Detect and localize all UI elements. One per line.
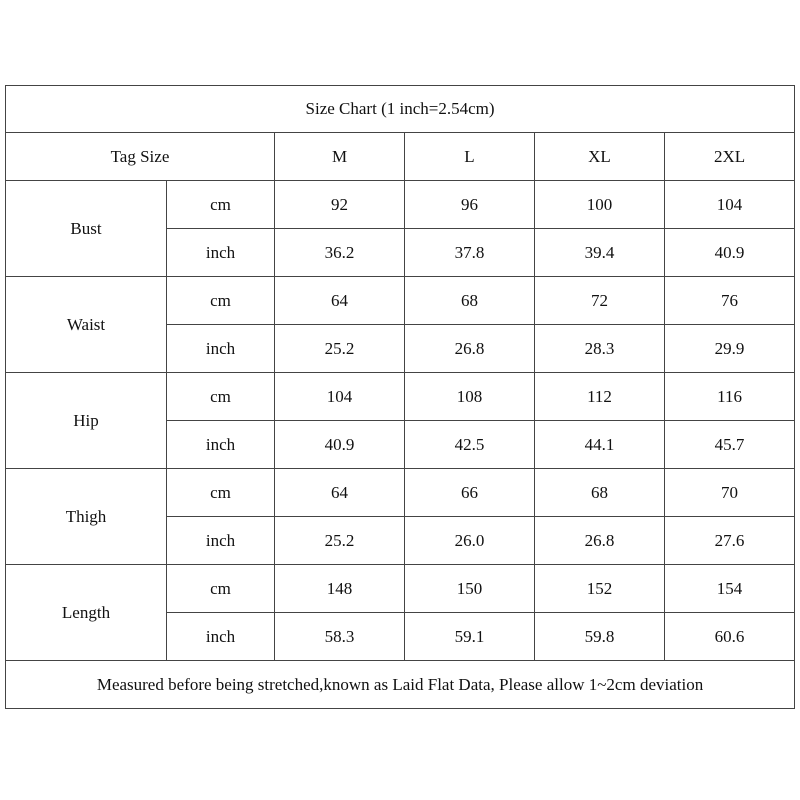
- unit-label: cm: [167, 277, 275, 325]
- value-cell: 152: [535, 565, 665, 613]
- value-cell: 28.3: [535, 325, 665, 373]
- value-cell: 72: [535, 277, 665, 325]
- header-row: [6, 133, 795, 181]
- measurement-label: Bust: [6, 181, 167, 277]
- value-cell: 68: [405, 277, 535, 325]
- value-cell: 40.9: [275, 421, 405, 469]
- unit-label: cm: [167, 469, 275, 517]
- value-cell: 68: [535, 469, 665, 517]
- unit-label: cm: [167, 373, 275, 421]
- value-cell: 148: [275, 565, 405, 613]
- value-cell: 108: [405, 373, 535, 421]
- value-cell: 96: [405, 181, 535, 229]
- value-cell: 100: [535, 181, 665, 229]
- size-header: 2XL: [665, 133, 795, 181]
- measurement-label: Length: [6, 565, 167, 661]
- value-cell: 116: [665, 373, 795, 421]
- unit-label: inch: [167, 517, 275, 565]
- table-row: [6, 181, 795, 229]
- value-cell: 44.1: [535, 421, 665, 469]
- value-cell: 76: [665, 277, 795, 325]
- value-cell: 150: [405, 565, 535, 613]
- unit-label: inch: [167, 421, 275, 469]
- unit-label: cm: [167, 565, 275, 613]
- value-cell: 59.1: [405, 613, 535, 661]
- value-cell: 36.2: [275, 229, 405, 277]
- value-cell: 26.8: [405, 325, 535, 373]
- value-cell: 25.2: [275, 325, 405, 373]
- value-cell: 25.2: [275, 517, 405, 565]
- value-cell: 37.8: [405, 229, 535, 277]
- value-cell: 66: [405, 469, 535, 517]
- value-cell: 26.0: [405, 517, 535, 565]
- value-cell: 154: [665, 565, 795, 613]
- value-cell: 58.3: [275, 613, 405, 661]
- value-cell: 42.5: [405, 421, 535, 469]
- value-cell: 64: [275, 277, 405, 325]
- unit-label: inch: [167, 613, 275, 661]
- size-header: M: [275, 133, 405, 181]
- table-row: [6, 373, 795, 421]
- unit-label: cm: [167, 181, 275, 229]
- footnote-row: [6, 661, 795, 709]
- value-cell: 59.8: [535, 613, 665, 661]
- size-header: XL: [535, 133, 665, 181]
- value-cell: 92: [275, 181, 405, 229]
- unit-label: inch: [167, 229, 275, 277]
- tag-size-header: Tag Size: [6, 133, 275, 181]
- chart-title: Size Chart (1 inch=2.54cm): [6, 86, 795, 133]
- value-cell: 60.6: [665, 613, 795, 661]
- value-cell: 104: [665, 181, 795, 229]
- measurement-label: Waist: [6, 277, 167, 373]
- value-cell: 45.7: [665, 421, 795, 469]
- table-row: [6, 565, 795, 613]
- footnote: Measured before being stretched,known as Laid Flat Data, Please allow 1~2cm deviation: [6, 661, 795, 709]
- value-cell: 104: [275, 373, 405, 421]
- value-cell: 29.9: [665, 325, 795, 373]
- measurement-label: Thigh: [6, 469, 167, 565]
- size-header: L: [405, 133, 535, 181]
- value-cell: 112: [535, 373, 665, 421]
- table-row: [6, 277, 795, 325]
- title-row: [6, 86, 795, 133]
- value-cell: 40.9: [665, 229, 795, 277]
- value-cell: 26.8: [535, 517, 665, 565]
- value-cell: 39.4: [535, 229, 665, 277]
- value-cell: 27.6: [665, 517, 795, 565]
- measurement-label: Hip: [6, 373, 167, 469]
- table-row: [6, 469, 795, 517]
- value-cell: 64: [275, 469, 405, 517]
- unit-label: inch: [167, 325, 275, 373]
- size-chart-table: [5, 85, 795, 709]
- value-cell: 70: [665, 469, 795, 517]
